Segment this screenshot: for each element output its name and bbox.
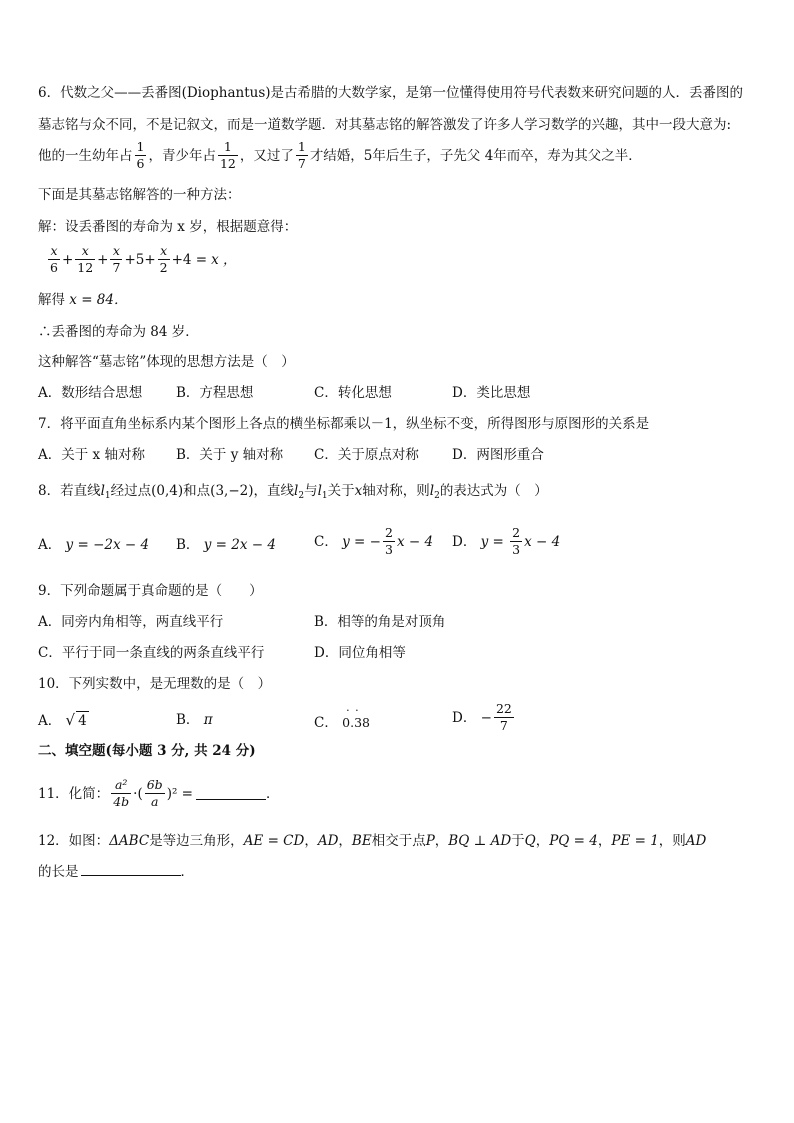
q10-stem: 10．下列实数中，是无理数的是（ ） <box>38 676 272 692</box>
q6-l3b: ，青少年占 <box>148 147 216 164</box>
q10-option-b[interactable]: B． π <box>176 712 213 728</box>
q12-line1: 12．如图：ΔABC是等边三角形，AE = CD，AD，BE相交于点P，BQ ⊥ AD于Q，PQ = 4，PE = 1，则AD <box>38 833 707 849</box>
q12-answer-blank[interactable] <box>81 863 181 876</box>
q6-line2: 墓志铭与众不同，不是记叙文，而是一道数学题．对其墓志铭的解答激发了许多人学习数学的兴趣，其中一段大意为: <box>38 117 732 133</box>
q7-option-b[interactable]: B．关于 y 轴对称 <box>176 447 284 463</box>
q9-stem: 9．下列命题属于真命题的是（ ） <box>38 583 263 599</box>
q6-line7: 解得 x = 84． <box>38 292 128 308</box>
q6-option-b[interactable]: B．方程思想 <box>176 385 254 401</box>
q8-option-a[interactable]: A． y = −2x − 4 <box>38 537 150 553</box>
q10-option-d[interactable]: D． − $\frac{22}{7}$ <box>452 701 512 733</box>
q9-option-c[interactable]: C．平行于同一条直线的两条直线平行 <box>38 645 265 661</box>
q10-option-c[interactable]: C． · · 0.38 <box>314 714 370 732</box>
q7-option-d[interactable]: D．两图形重合 <box>452 447 544 463</box>
fraction-1-7: $\frac{1}{7}$ <box>297 139 306 171</box>
q8-option-c[interactable]: C． y = − $\frac{2}{3}$ x − 4 <box>314 525 434 557</box>
q6-line9: 这种解答“墓志铭”体现的思想方法是（ ） <box>38 354 295 370</box>
q9-option-d[interactable]: D．同位角相等 <box>314 645 406 661</box>
q11: 11．化简： $\frac{\text{a²}}{4b}$ ·( $\frac{6b}{a}$ )² = ． <box>38 777 280 809</box>
q8-option-b[interactable]: B． y = 2x − 4 <box>176 537 276 553</box>
q7-stem: 7．将平面直角坐标系内某个图形上各点的横坐标都乘以－1，纵坐标不变，所得图形与原图形的关系是 <box>38 416 650 432</box>
q9-option-a[interactable]: A．同旁内角相等，两直线平行 <box>38 614 224 630</box>
q6-line4: 下面是其墓志铭解答的一种方法： <box>38 187 241 203</box>
q6-line3 <box>38 140 642 171</box>
q6-option-a[interactable]: A．数形结合思想 <box>38 385 143 401</box>
q6-equation: $\frac{x}{6}$ + $\frac{x}{12}$ + $\frac{x}{7}$ +5+ $\frac{x}{2}$ +4 = x ， <box>50 243 237 275</box>
q7-option-a[interactable]: A．关于 x 轴对称 <box>38 447 145 463</box>
q12-line2: 的长是 ． <box>38 864 194 880</box>
q6-line5: 解：设丢番图的寿命为 x 岁，根据题意得： <box>38 219 298 235</box>
q9-option-b[interactable]: B．相等的角是对顶角 <box>314 614 446 630</box>
q8-option-d[interactable]: D． y = $\frac{2}{3}$ x − 4 <box>452 525 561 557</box>
q7-option-c[interactable]: C．关于原点对称 <box>314 447 419 463</box>
q6-line1: 6．代数之父——丢番图(Diophantus)是古希腊的大数学家，是第一位懂得使用符号代表数来研究问题的人．丢番图的 <box>38 85 744 101</box>
section-title: 二、填空题(每小题 3 分, 共 24 分) <box>38 743 256 759</box>
q8-stem: 8．若直线$l_1$经过点(0,4)和点(3,−2)，直线$l_2$与$l_1$关于x轴对称，则$l_2$的表达式为（ ） <box>38 483 548 501</box>
fraction-1-6: $\frac{1}{6}$ <box>136 139 145 171</box>
q6-l3a: 他的一生幼年占 <box>38 147 133 164</box>
q6-l3c: ，又过了 <box>239 147 294 164</box>
q6-line8: ∴丢番图的寿命为 84 岁． <box>38 324 199 340</box>
fraction-1-12: $\frac{1}{12}$ <box>219 139 236 171</box>
q10-option-a[interactable]: A． √ 4 <box>38 711 87 729</box>
q6-l3d: 才结婚，5年后生子，子先父 4年而卒，寿为其父之半． <box>309 147 642 164</box>
q11-answer-blank[interactable] <box>196 787 266 800</box>
q6-option-d[interactable]: D．类比思想 <box>452 385 531 401</box>
q6-option-c[interactable]: C．转化思想 <box>314 385 392 401</box>
